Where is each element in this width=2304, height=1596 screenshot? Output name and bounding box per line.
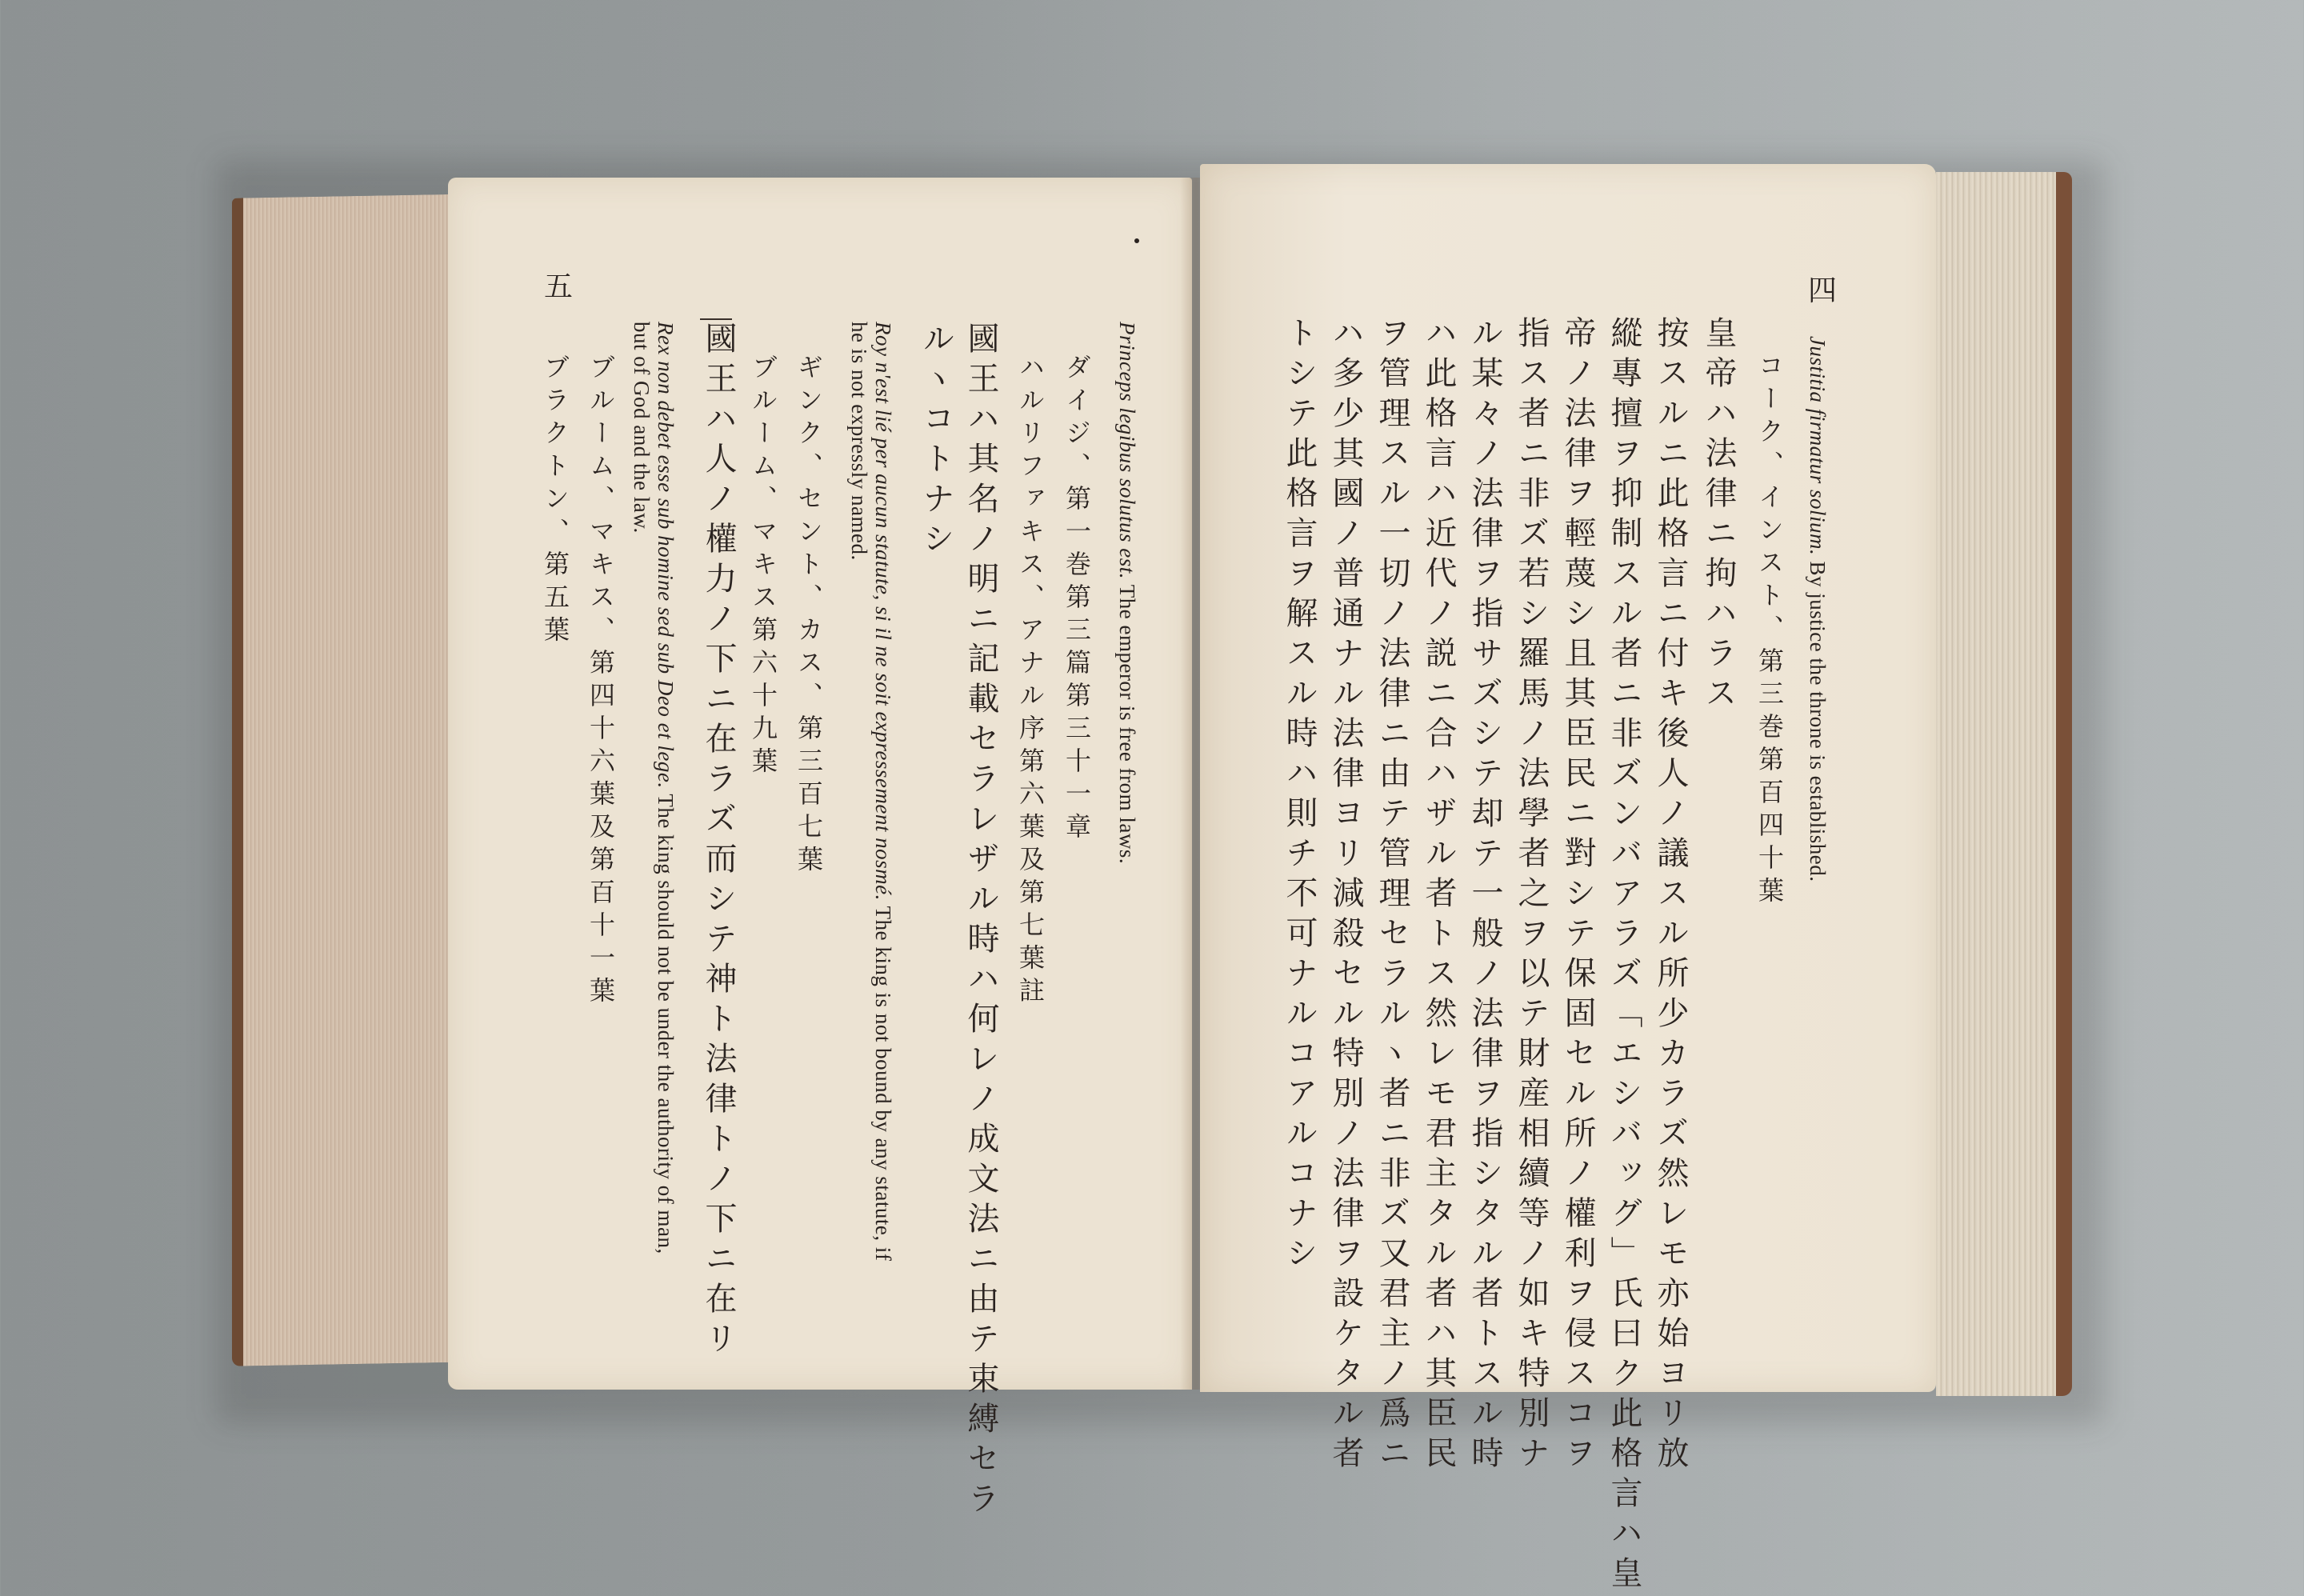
citation-coke: コーク、インスト、第三巻第百四十葉 [1754,352,1785,910]
citation-halifax: ハルリファキス、アナル序第六葉及第七葉註 [1015,354,1046,1010]
latin-maxim-justitia: Justitia firmatur solium. By justice the throne is established. [1806,336,1830,882]
commentary-line-7: ヲ管理スル一切ノ法律ニ由テ管理セラルヽ者ニ非ズ又君主ノ爲ニ [1374,316,1410,1476]
left-page-number: 五 [544,270,574,303]
maxim-jp-2-cont: ルヽコトナシ [918,322,954,562]
latin-maxim-1: Princeps legibus solutus est. The emperor is free from laws. [1115,322,1139,865]
left-page-edges [232,194,483,1366]
commentary-line-9: トシテ此格言ヲ解スル時ハ則チ不可ナルコアルコナシ [1281,316,1318,1276]
maxim-jp-3: 國王ハ人ノ權力ノ下ニ在ラズ而シテ神ト法律トノ下ニ在リ [700,322,737,1362]
latin-maxim-3-cont: but of God and the law. [630,322,654,534]
right-page-edges [1936,172,2072,1396]
commentary-line-6: ハ此格言ハ近代ノ説ニ合ハザル者トス然レモ君主タル者ハ其臣民 [1420,316,1457,1476]
right-page [1200,164,1936,1596]
left-page [448,178,1192,1522]
maxim-jp-emperor: 皇帝ハ法律ニ拘ハラス [1700,316,1737,716]
commentary-line-5: ル某々ノ法律ヲ指サズシテ却テ一般ノ法律ヲ指シタル者トスル時 [1466,316,1503,1476]
citation-broom-46: ブルーム、マキス、第四十六葉及第百十一葉 [586,354,616,1010]
commentary-line-4: 指ス者ニ非ズ若シ羅馬ノ法學者之ヲ以テ財産相續等ノ如キ特別ナ [1513,316,1550,1476]
latin-maxim-2: Roy n'est lié per aucun statute, si il ne soit expressement nosmé. The king is not bound by any statute, if [871,322,895,1262]
commentary-line-3: 帝ノ法律ヲ輕蔑シ且其臣民ニ對シテ保固セル所ノ權利ヲ侵スコヲ [1559,316,1596,1476]
citation-broom-69: ブルーム、マキス第六十九葉 [748,354,778,780]
latin-maxim-2-cont: he is not expressly named. [847,322,871,561]
column-rule [700,318,732,320]
commentary-line-2: 縱專擅ヲ抑制スル者ニ非ズンバアラズ「エシバッグ」氏曰ク此格言ハ皇 [1606,316,1642,1596]
maxim-jp-2: 國王ハ其名ノ明ニ記載セラレザル時ハ何レノ成文法ニ由テ束縛セラ [962,322,999,1522]
citation-wing: ギンク、セント、カス、第三百七葉 [794,354,824,878]
latin-maxim-3: Rex non debet esse sub homine sed sub Deo et lege. The king should not be under the authority of man, [654,322,678,1254]
commentary-line-1: 按スルニ此格言ニ付キ後人ノ議スル所少カラズ然レモ亦始ヨリ放 [1652,316,1689,1476]
commentary-line-8: ハ多少其國ノ普通ナル法律ヨリ減殺セル特別ノ法律ヲ設ケタル者 [1327,316,1364,1476]
ink-dot [1134,238,1139,243]
citation-dicey: ダイジ、第一巻第三篇第三十一章 [1062,354,1092,846]
right-page-number: 四 [1808,274,1838,307]
citation-bracton: ブラクトン、第五葉 [540,354,570,649]
